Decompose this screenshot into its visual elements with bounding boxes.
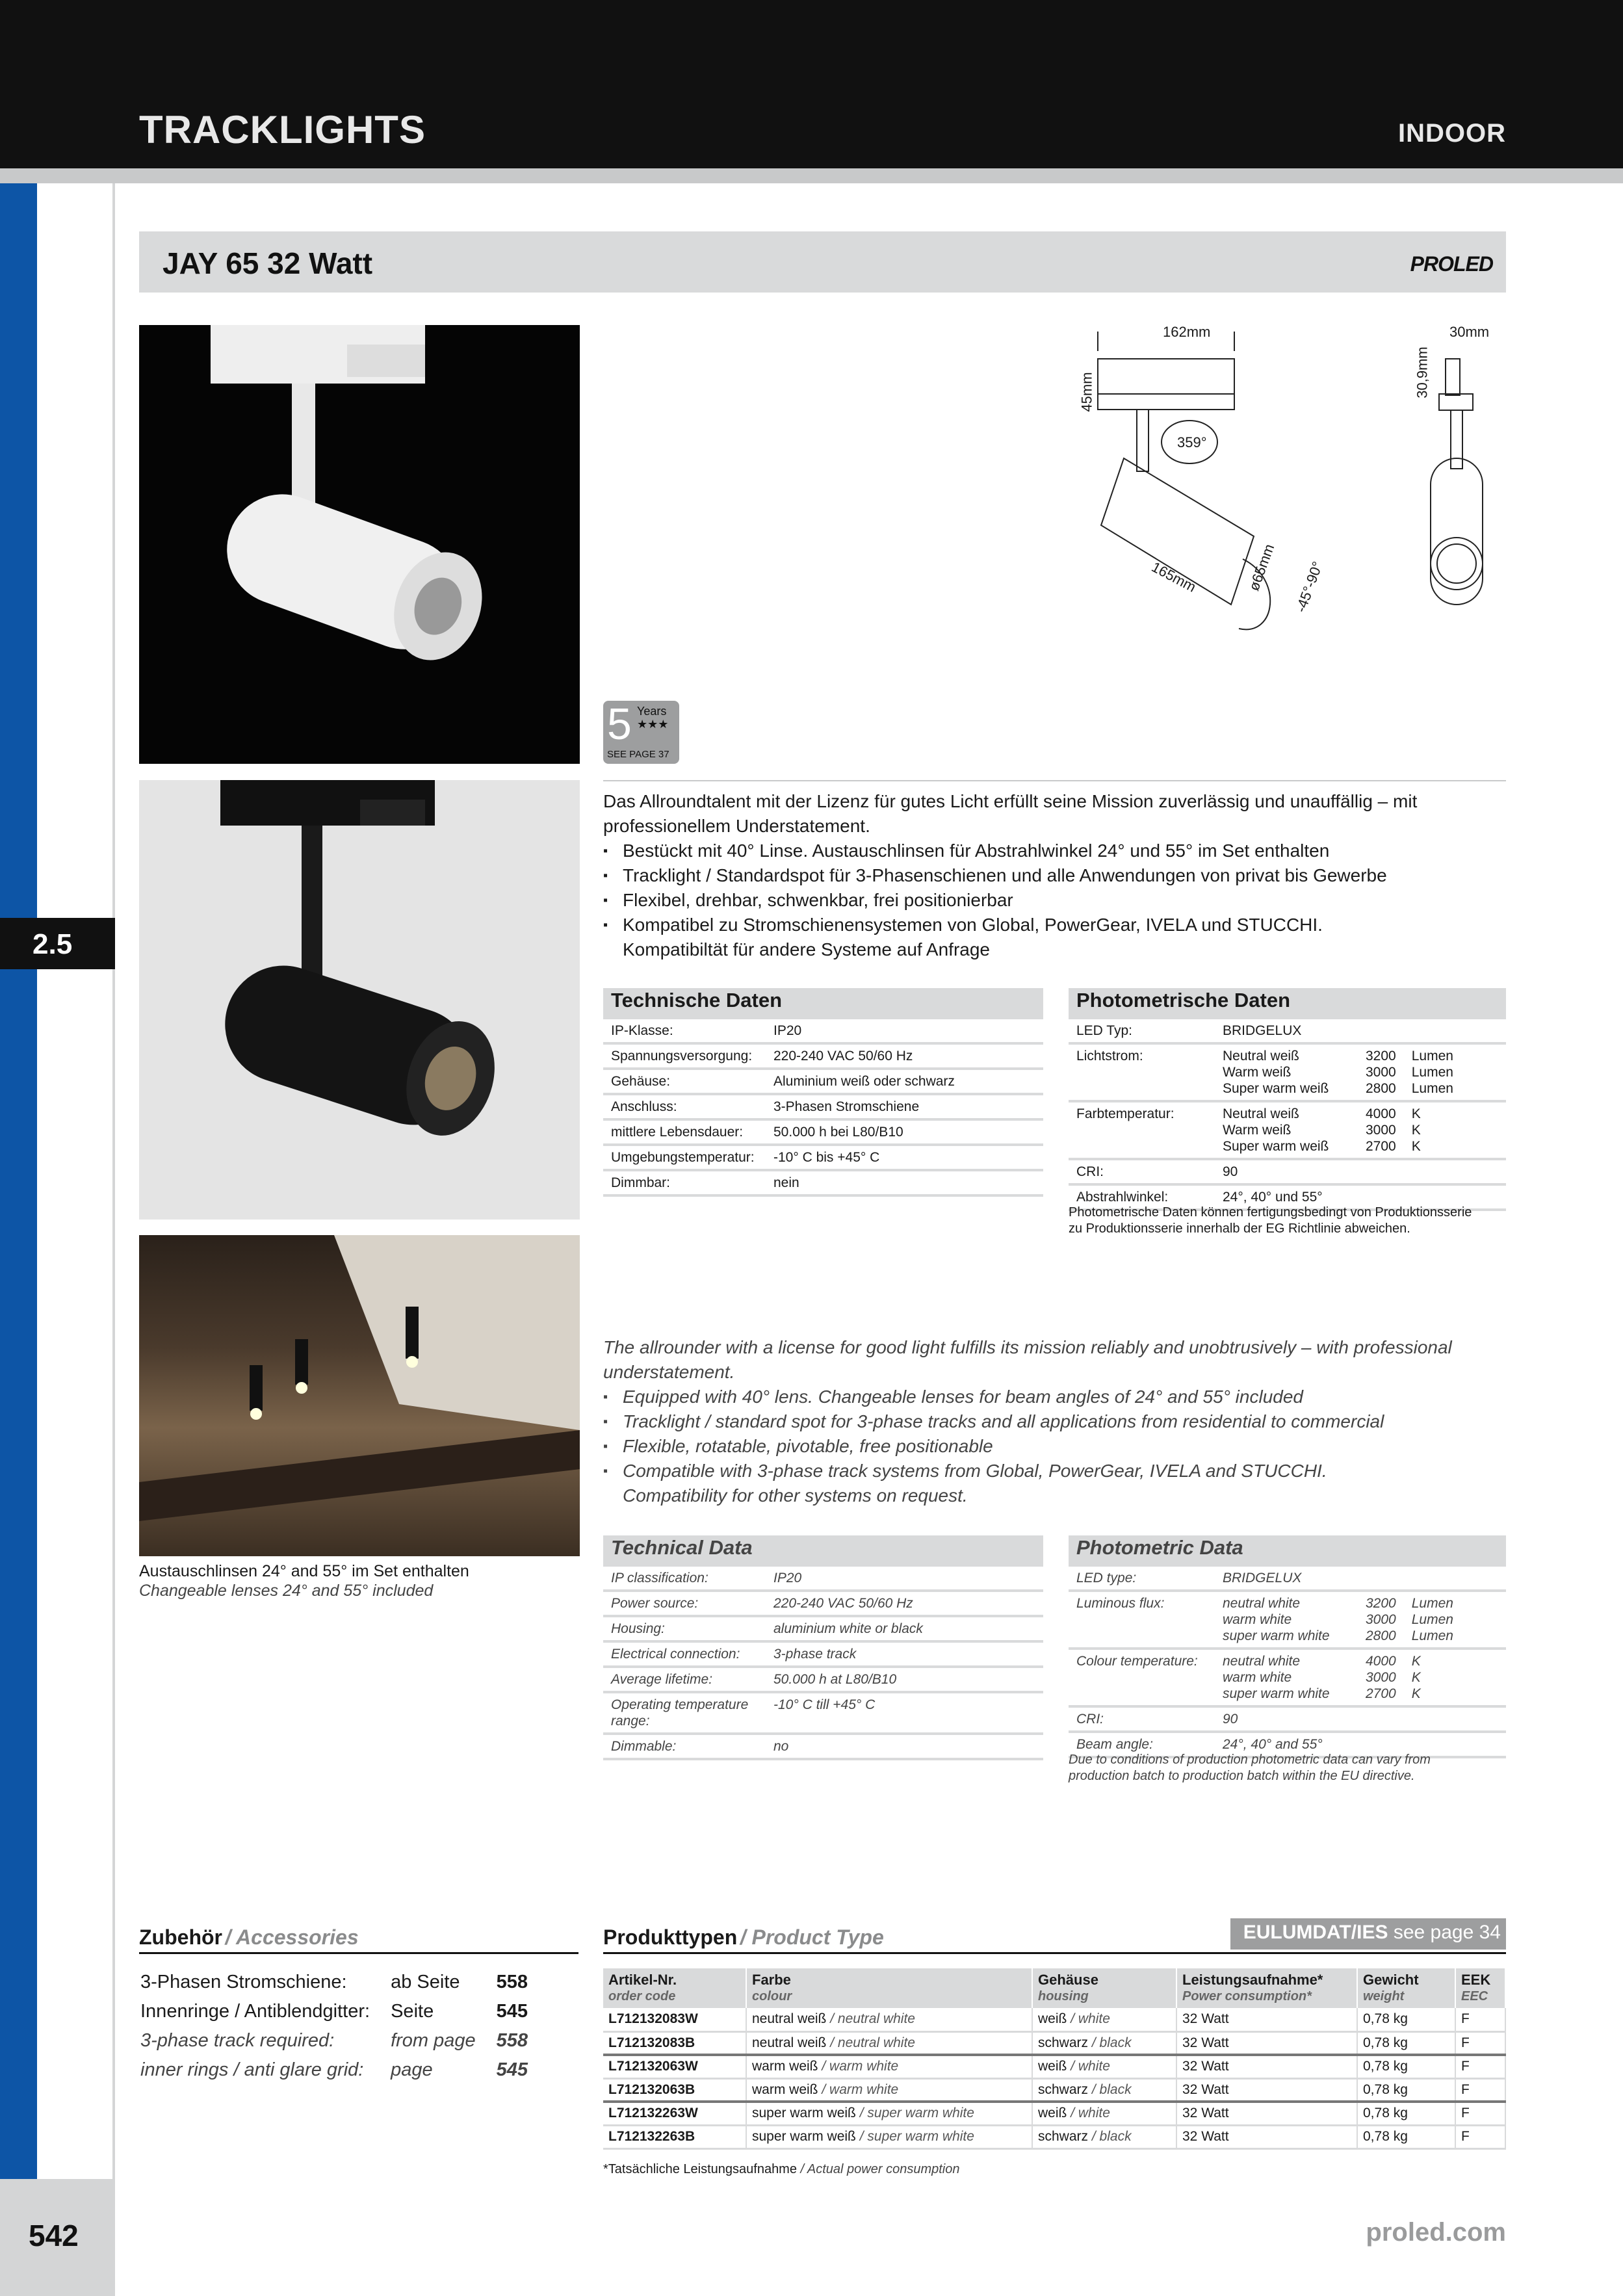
eulumdat-label: EULUMDAT/IES [1243,1922,1388,1943]
black-tracklight-image [139,780,580,1220]
header-strip [0,168,1623,183]
section-number: 2.5 [0,918,115,969]
power: 32 Watt [1182,2081,1229,2097]
value: nein [766,1170,1043,1195]
value: 3200 [1366,1596,1396,1611]
accessories-title: Zubehör [139,1925,222,1949]
sidebar-blue-bar [0,183,37,2179]
housing-de: weiß [1038,2059,1067,2074]
caption [139,1561,469,1600]
value: 220-240 VAC 50/60 Hz [766,1591,1043,1616]
description-intro: The allrounder with a license for good light fulfills its mission reliably and unobtrusively – with professional understatement. [603,1337,1452,1382]
warranty-years-number: 5 [607,699,632,749]
photometric-table-de [1069,988,1506,1211]
value: neutral white [1223,1654,1301,1669]
power: 32 Watt [1182,2106,1229,2121]
accessory-label: Innenringe / Antiblendgitter: [140,2001,370,2022]
table-cell [1455,2008,1505,2031]
housing-en: / black [1091,2129,1132,2144]
colour-de: warm weiß [752,2059,818,2074]
power: 32 Watt [1182,2011,1229,2027]
table-cell [746,2008,1032,2031]
housing-de: weiß [1038,2106,1067,2121]
accessory-page-label: ab Seite [391,1972,460,1992]
eec: F [1461,2081,1470,2097]
table-cell [746,2055,1032,2078]
label: Dimmable: [603,1734,766,1759]
accessories-list [139,1967,529,2085]
accessory-page-link[interactable]: 545 [496,2059,528,2080]
col-eec: EEK EEC [1455,1968,1505,2008]
unit: Lumen [1411,1628,1453,1643]
value: 3000 [1366,1065,1396,1080]
order-code: L712132083B [608,2035,695,2050]
col-weight: Gewicht weight [1357,1968,1455,2008]
table-cell [1176,2008,1357,2031]
table-cell [1357,2008,1455,2031]
photometric-note-en: Due to conditions of production photometric data can vary from production batch to production batch within the EU directive. [1069,1753,1431,1783]
accessory-label: 3-phase track required: [140,2030,335,2051]
order-code: L712132063W [608,2059,698,2074]
table-row [603,2008,1505,2031]
table-cell [1176,2125,1357,2148]
housing-de: schwarz [1038,2129,1089,2144]
dim-height: 45mm [1078,372,1095,412]
weight: 0,78 kg [1363,2129,1408,2144]
divider [603,780,1506,781]
feature-item: ▪ Tracklight / standard spot for 3-phase tracks and all applications from residential to commercial [603,1409,1510,1434]
value: 4000 [1366,1106,1396,1121]
value: -10° C bis +45° C [766,1145,1043,1170]
colour-de: neutral weiß [752,2011,827,2027]
eec: F [1461,2106,1470,2121]
value: neutral white [1223,1596,1301,1611]
warranty-badge [603,701,679,764]
room-scene-image [139,1235,580,1556]
unit: Lumen [1411,1612,1453,1627]
order-code: L712132083W [608,2011,698,2027]
table-cell [1455,2031,1505,2055]
photometric-title: Photometrische Daten [1069,988,1506,1018]
table-cell [1176,2102,1357,2125]
label: CRI: [1069,1159,1215,1184]
colour-de: warm weiß [752,2081,818,2097]
tracklight-outline-drawing [1069,319,1511,657]
colour-de: super warm weiß [752,2129,856,2144]
table-cell [746,2102,1032,2125]
unit: K [1411,1654,1421,1669]
label: Farbtemperatur: [1069,1101,1215,1159]
label: Spannungsversorgung: [603,1043,766,1069]
value: 220-240 VAC 50/60 Hz [766,1043,1043,1069]
weight: 0,78 kg [1363,2106,1408,2121]
accessory-label: 3-Phasen Stromschiene: [140,1972,347,1992]
value: super warm white [1223,1686,1330,1701]
colour-en: / warm white [822,2081,899,2097]
value: 90 [1215,1706,1506,1732]
housing-en: / white [1071,2059,1110,2074]
product-photo-black [139,780,580,1220]
label: Gehäuse: [603,1069,766,1094]
value: 3-Phasen Stromschiene [766,1094,1043,1119]
col-housing: Gehäuse housing [1032,1968,1176,2008]
header-category: INDOOR [1398,119,1506,148]
dim-side-width: 30mm [1449,324,1490,340]
label: CRI: [1069,1706,1215,1732]
table-cell [1455,2102,1505,2125]
eulumdat-page: see page 34 [1393,1922,1501,1943]
unit: K [1411,1686,1421,1701]
value: -10° C till +45° C [766,1692,1043,1734]
table-cell [746,2078,1032,2102]
eec: F [1461,2035,1470,2050]
value: Super warm weiß [1223,1139,1329,1154]
weight: 0,78 kg [1363,2035,1408,2050]
eulumdat-link[interactable] [1230,1918,1506,1950]
housing-en: / black [1091,2081,1132,2097]
table-cell [603,2055,746,2078]
table-cell [1032,2102,1176,2125]
dim-diameter: ø65mm [1245,541,1278,594]
power: 32 Watt [1182,2129,1229,2144]
dim-rotation: 359° [1177,434,1207,450]
product-types-title-en: / Product Type [740,1925,884,1949]
dim-tilt: -45°-90° [1292,559,1326,615]
label: Colour temperature: [1069,1649,1215,1706]
table-cell [1032,2078,1176,2102]
housing-en: / white [1071,2011,1110,2027]
label: IP-Klasse: [603,1018,766,1043]
description-en [603,1335,1510,1508]
tech-table-de [603,988,1043,1197]
table-cell [1176,2055,1357,2078]
unit: Lumen [1411,1596,1453,1611]
label: Average lifetime: [603,1667,766,1692]
label: Umgebungstemperatur: [603,1145,766,1170]
caption-de: Austauschlinsen 24° and 55° im Set enthalten [139,1562,469,1580]
dim-width: 162mm [1163,324,1211,340]
table-cell [1032,2055,1176,2078]
tech-table-en [603,1535,1043,1760]
table-cell [1357,2078,1455,2102]
value: 24°, 40° und 55° [1215,1184,1506,1210]
feature-item-cont: Compatibility for other systems on request. [623,1485,968,1506]
table-cell [603,2125,746,2148]
white-tracklight-image [139,325,580,764]
housing-de: schwarz [1038,2081,1089,2097]
value: Super warm weiß [1223,1081,1329,1096]
value: warm white [1223,1612,1292,1627]
label: Anschluss: [603,1094,766,1119]
value: super warm white [1223,1628,1330,1643]
accessory-page-label: Seite [391,2001,434,2022]
value: 50.000 h at L80/B10 [766,1667,1043,1692]
feature-item: ▪ Tracklight / Standardspot für 3-Phasenschienen und alle Anwendungen von privat bis Gewerbe [603,863,1510,888]
housing-de: schwarz [1038,2035,1089,2050]
label: Luminous flux: [1069,1591,1215,1649]
table-cell [1176,2078,1357,2102]
eec: F [1461,2059,1470,2074]
unit: K [1411,1139,1421,1154]
label: LED Typ: [1069,1018,1215,1043]
colour-de: super warm weiß [752,2106,856,2121]
table-row [603,2102,1505,2125]
label: IP classification: [603,1565,766,1591]
tech-title: Technische Daten [603,988,1043,1018]
product-title: JAY 65 32 Watt [162,246,373,280]
housing-en: / black [1091,2035,1132,2050]
warranty-see-page[interactable]: SEE PAGE 37 [607,749,669,760]
accessory-label: inner rings / anti glare grid: [140,2059,364,2080]
description-de [603,789,1510,962]
value: IP20 [766,1018,1043,1043]
order-code: L712132263B [608,2129,695,2144]
accessories-heading [139,1925,578,1954]
power: 32 Watt [1182,2035,1229,2050]
footnote-en: / Actual power consumption [800,2162,960,2176]
accessory-page-label: page [391,2059,433,2080]
colour-en: / super warm white [859,2106,974,2121]
unit: K [1411,1106,1421,1121]
value: BRIDGELUX [1215,1018,1506,1043]
value: no [766,1734,1043,1759]
photometric-note-de: Photometrische Daten können fertigungsbedingt von Produktionsserie zu Produktionsserie innerhalb der EG Richtlinie abweichen. [1069,1205,1472,1236]
col-power: Leistungsaufnahme* Power consumption* [1176,1968,1357,2008]
photometric-title: Photometric Data [1069,1535,1506,1565]
photometric-table-en [1069,1535,1506,1758]
housing-de: weiß [1038,2011,1067,2027]
weight: 0,78 kg [1363,2059,1408,2074]
table-cell [1357,2031,1455,2055]
table-cell [1357,2055,1455,2078]
dimension-drawing [1069,319,1511,657]
feature-item-cont: Kompatibiltät für andere Systeme auf Anfrage [623,939,990,959]
table-row [603,2078,1505,2102]
col-order-code: Artikel-Nr. order code [603,1968,746,2008]
unit: Lumen [1411,1081,1453,1096]
value: 50.000 h bei L80/B10 [766,1119,1043,1145]
unit: K [1411,1123,1421,1138]
feature-item: ▪ Bestückt mit 40° Linse. Austauschlinsen für Abstrahlwinkel 24° und 55° im Set enthalten [603,839,1510,863]
dim-length: 165mm [1149,558,1199,595]
feature-item: ▪ Compatible with 3-phase track systems from Global, PowerGear, IVELA and STUCCHI. [603,1459,1510,1483]
order-code: L712132063B [608,2081,695,2097]
description-intro: Das Allroundtalent mit der Lizenz für gutes Licht erfüllt seine Mission zuverlässig und unauffällig – mit professionellem Understatement. [603,791,1418,836]
weight: 0,78 kg [1363,2081,1408,2097]
table-cell [603,2078,746,2102]
colour-en: / warm white [822,2059,899,2074]
value: IP20 [766,1565,1043,1591]
unit: K [1411,1670,1421,1685]
accessory-page-label: from page [391,2030,476,2051]
label: Operating temperature range: [603,1692,766,1734]
unit: Lumen [1411,1065,1453,1080]
colour-en: / super warm white [859,2129,974,2144]
table-cell [746,2031,1032,2055]
colour-en: / neutral white [830,2035,915,2050]
product-types-title: Produkttypen [603,1925,738,1949]
warranty-years-label: Years [637,705,667,718]
product-photo-white [139,325,580,764]
table-row [603,2125,1505,2148]
value: 2800 [1366,1081,1396,1096]
label: mittlere Lebensdauer: [603,1119,766,1145]
order-code: L712132263W [608,2106,698,2121]
accessories-title-en: / Accessories [225,1925,359,1949]
ambient-room-photo [139,1235,580,1556]
feature-item: ▪ Flexibel, drehbar, schwenkbar, frei positionierbar [603,888,1510,913]
housing-en: / white [1071,2106,1110,2121]
table-cell [1032,2008,1176,2031]
label: Lichtstrom: [1069,1043,1215,1101]
power: 32 Watt [1182,2059,1229,2074]
page-number: 542 [29,2219,79,2252]
table-cell [603,2008,746,2031]
eec: F [1461,2011,1470,2027]
label: Abstrahlwinkel: [1069,1184,1215,1210]
feature-item: ▪ Flexible, rotatable, pivotable, free positionable [603,1434,1510,1459]
value: 2700 [1366,1686,1396,1701]
feature-item: ▪ Equipped with 40° lens. Changeable lenses for beam angles of 24° and 55° included [603,1385,1510,1409]
table-cell [1176,2031,1357,2055]
table-cell [1455,2078,1505,2102]
value: 24°, 40° and 55° [1215,1732,1506,1757]
value: BRIDGELUX [1215,1565,1506,1591]
table-cell [1455,2125,1505,2148]
caption-en: Changeable lenses 24° and 55° included [139,1582,434,1600]
value: Neutral weiß [1223,1049,1299,1063]
table-cell [1455,2055,1505,2078]
value: 2800 [1366,1628,1396,1643]
label: Beam angle: [1069,1732,1215,1757]
label: Electrical connection: [603,1641,766,1667]
sidebar-column [37,183,115,2179]
value: Warm weiß [1223,1123,1292,1138]
value: 90 [1215,1159,1506,1184]
table-row [603,2031,1505,2055]
feature-item: ▪ Kompatibel zu Stromschienensystemen von Global, PowerGear, IVELA und STUCCHI. [603,913,1510,937]
col-colour: Farbe colour [746,1968,1032,2008]
label: Dimmbar: [603,1170,766,1195]
table-cell [1032,2125,1176,2148]
footer-site[interactable]: proled.com [1366,2218,1506,2247]
table-row [603,2055,1505,2078]
value: 3000 [1366,1670,1396,1685]
brand-logo: PROLED [1410,252,1493,276]
header-title: TRACKLIGHTS [139,108,426,151]
value: 3200 [1366,1049,1396,1063]
table-cell [1357,2102,1455,2125]
product-types-table [603,1968,1506,2150]
value: Warm weiß [1223,1065,1292,1080]
value: aluminium white or black [766,1616,1043,1641]
table-cell [746,2125,1032,2148]
label: Power source: [603,1591,766,1616]
colour-de: neutral weiß [752,2035,827,2050]
value: warm white [1223,1670,1292,1685]
value: 2700 [1366,1139,1396,1154]
tech-title: Technical Data [603,1535,1043,1565]
accessory-page-link[interactable]: 558 [496,2030,528,2051]
table-cell [603,2031,746,2055]
value: 3000 [1366,1612,1396,1627]
label: Housing: [603,1616,766,1641]
table-cell [1032,2031,1176,2055]
value: Neutral weiß [1223,1106,1299,1121]
eec: F [1461,2129,1470,2144]
star-icon: ★★★ [637,718,669,731]
unit: Lumen [1411,1049,1453,1063]
weight: 0,78 kg [1363,2011,1408,2027]
colour-en: / neutral white [830,2011,915,2027]
value: 3000 [1366,1123,1396,1138]
table-cell [603,2102,746,2125]
value: 4000 [1366,1654,1396,1669]
accessory-page-link[interactable]: 558 [496,1972,528,1992]
value: 3-phase track [766,1641,1043,1667]
value: Aluminium weiß oder schwarz [766,1069,1043,1094]
footnote-de: *Tatsächliche Leistungsaufnahme [603,2162,797,2176]
accessory-page-link[interactable]: 545 [496,2001,528,2022]
footnote [603,2161,959,2178]
dim-side-height: 30,9mm [1414,346,1431,398]
label: LED type: [1069,1565,1215,1591]
table-cell [1357,2125,1455,2148]
